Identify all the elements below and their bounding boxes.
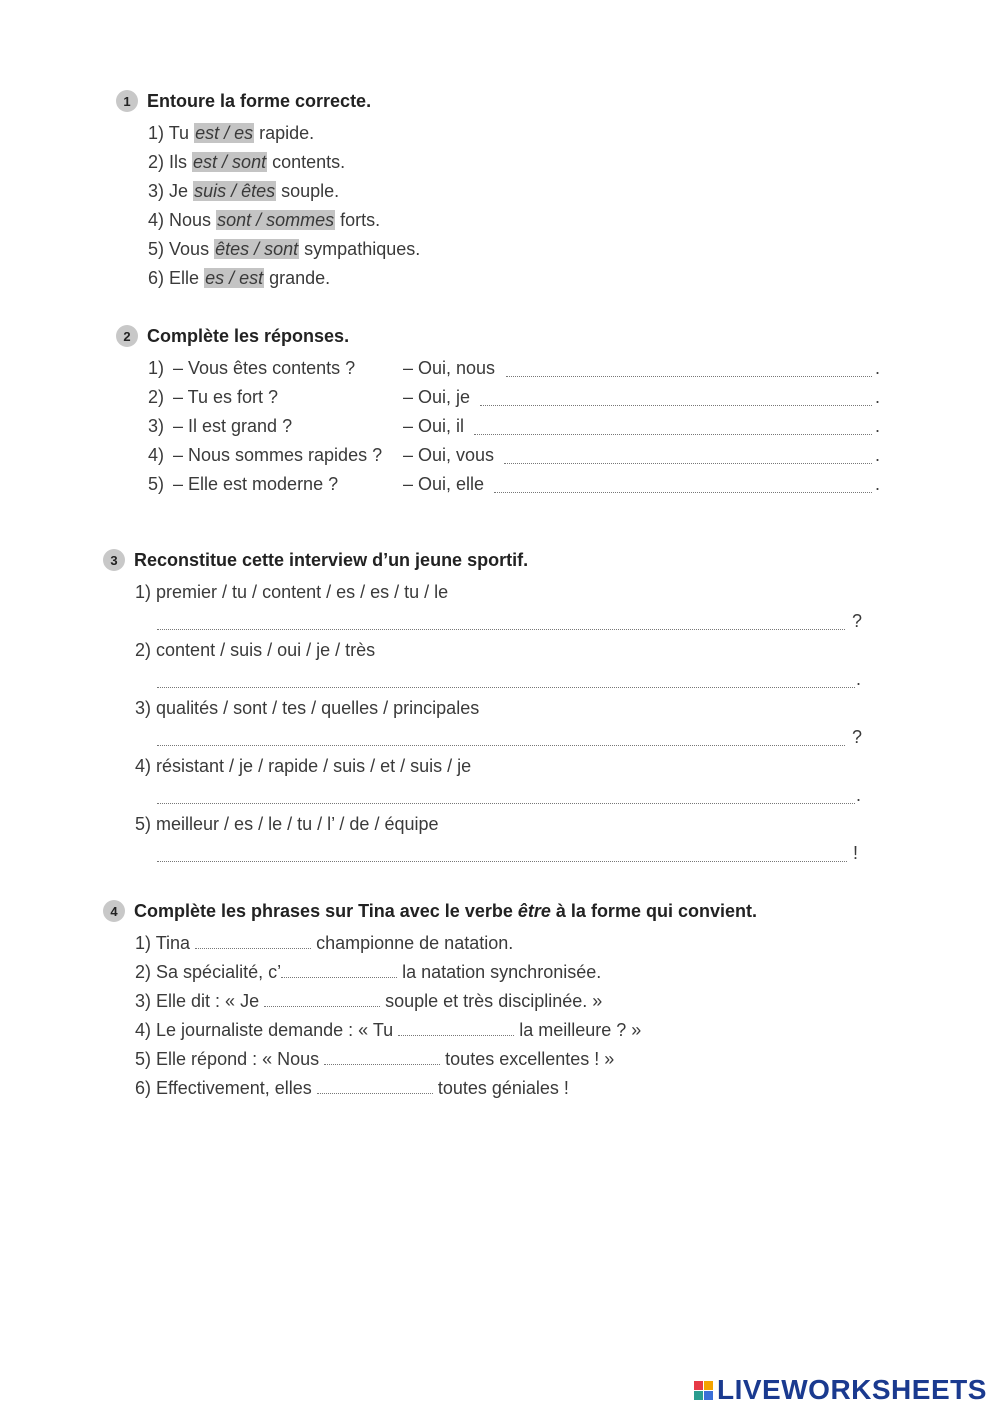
answer-blank[interactable] (506, 360, 872, 377)
ex2-item: 5) – Elle est moderne ? – Oui, elle . (148, 474, 881, 494)
exercise-title: Complète les réponses. (147, 325, 350, 346)
ex3-item: 5) meilleur / es / le / tu / l’ / de / équipe ! (135, 814, 859, 863)
exercise-title: Reconstitue cette interview d’un jeune sportif. (134, 549, 529, 570)
ex1-item: 1) Tu est / es rapide. (148, 123, 315, 143)
logo-square (694, 1381, 703, 1390)
verb-choice[interactable]: suis / êtes (194, 181, 276, 201)
ex2-item: 3) – Il est grand ? – Oui, il . (148, 416, 881, 436)
answer-blank[interactable] (480, 389, 872, 406)
exercise-number-badge: 2 (116, 325, 138, 347)
ex3-item: 3) qualités / sont / tes / quelles / principales ? (135, 698, 863, 747)
exercise-2 (116, 322, 886, 499)
answer-blank[interactable] (317, 1077, 433, 1094)
verb-choice[interactable]: êtes / sont (215, 239, 299, 259)
exercise-3-heading (103, 546, 873, 574)
exercise-title: Entoure la forme correcte. (147, 90, 372, 111)
answer-blank[interactable] (157, 613, 845, 630)
exercise-2-heading (116, 322, 886, 350)
ex3-item: 1) premier / tu / content / es / es / tu / le ? (135, 582, 863, 631)
logo-square (704, 1381, 713, 1390)
ex4-item: 1) Tina championne de natation. (135, 933, 514, 953)
ex3-item: 2) content / suis / oui / je / très . (135, 640, 862, 689)
logo-square (694, 1391, 703, 1400)
answer-blank[interactable] (157, 787, 855, 804)
ex2-item: 2) – Tu es fort ? – Oui, je . (148, 387, 881, 407)
ex1-item: 5) Vous êtes / sont sympathiques. (148, 239, 421, 259)
liveworksheets-logo-icon (694, 1381, 713, 1400)
ex4-item: 5) Elle répond : « Nous toutes excellentes ! » (135, 1049, 615, 1069)
answer-blank[interactable] (264, 990, 380, 1007)
exercise-title: Complète les phrases sur Tina avec le verbe être à la forme qui convient. (134, 900, 757, 921)
ex2-item: 1) – Vous êtes contents ? – Oui, nous . (148, 358, 881, 378)
exercise-3 (103, 546, 873, 868)
ex4-item: 4) Le journaliste demande : « Tu la meilleure ? » (135, 1020, 642, 1040)
exercise-number-badge: 4 (103, 900, 125, 922)
answer-blank[interactable] (474, 418, 872, 435)
ex3-item: 4) résistant / je / rapide / suis / et / suis / je . (135, 756, 862, 805)
ex2-item: 4) – Nous sommes rapides ? – Oui, vous . (148, 445, 881, 465)
verb-choice[interactable]: est / es (195, 123, 254, 143)
verb-choice[interactable]: est / sont (193, 152, 267, 172)
ex4-item: 6) Effectivement, elles toutes géniales ! (135, 1078, 569, 1098)
ex1-item: 4) Nous sont / sommes forts. (148, 210, 381, 230)
answer-blank[interactable] (281, 961, 397, 978)
ex1-item: 3) Je suis / êtes souple. (148, 181, 340, 201)
answer-blank[interactable] (324, 1048, 440, 1065)
exercise-1 (116, 87, 420, 293)
ex1-item: 2) Ils est / sont contents. (148, 152, 346, 172)
exercise-number-badge: 1 (116, 90, 138, 112)
verb-choice[interactable]: sont / sommes (217, 210, 335, 230)
logo-square (704, 1391, 713, 1400)
ex4-item: 3) Elle dit : « Je souple et très disciplinée. » (135, 991, 603, 1011)
liveworksheets-logo[interactable] (694, 1374, 987, 1406)
answer-blank[interactable] (504, 447, 872, 464)
ex4-item: 2) Sa spécialité, c’ la natation synchronisée. (135, 962, 602, 982)
exercise-1-heading (116, 87, 420, 115)
verb-choice[interactable]: es / est (205, 268, 264, 288)
logo-text: LIVEWORKSHEETS (717, 1374, 987, 1405)
answer-blank[interactable] (157, 671, 855, 688)
exercise-4 (103, 897, 757, 1103)
answer-blank[interactable] (494, 476, 872, 493)
answer-blank[interactable] (195, 932, 311, 949)
answer-blank[interactable] (157, 845, 847, 862)
exercise-4-heading (103, 897, 757, 925)
exercise-number-badge: 3 (103, 549, 125, 571)
answer-blank[interactable] (157, 729, 845, 746)
ex1-item: 6) Elle es / est grande. (148, 268, 331, 288)
answer-blank[interactable] (398, 1019, 514, 1036)
